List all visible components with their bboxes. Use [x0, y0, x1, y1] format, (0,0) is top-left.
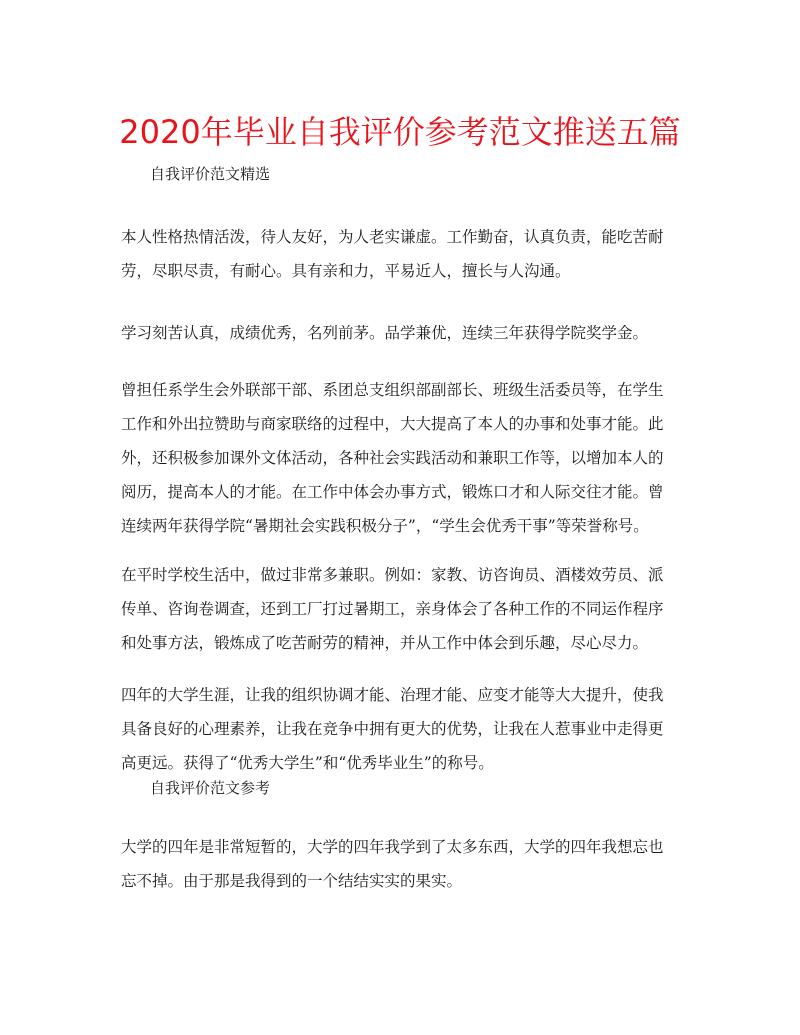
paragraph-line: 外，还积极参加课外文体活动，各种社会实践活动和兼职工作等，以增加本人的 — [121, 449, 664, 467]
paragraph-line: 工作和外出拉赞助与商家联络的过程中，大大提高了本人的办事和处事才能。此 — [121, 415, 664, 433]
paragraph-line: 连续两年获得学院“暑期社会实践积极分子”，“学生会优秀干事”等荣誉称号。 — [121, 517, 649, 535]
paragraph-line: 本人性格热情活泼，待人友好，为人老实谦虚。工作勤奋，认真负责，能吃苦耐 — [121, 228, 664, 246]
paragraph-line: 在平时学校生活中，做过非常多兼职。例如：家教、访咨询员、酒楼效劳员、派 — [121, 566, 664, 584]
paragraph-student-work — [121, 373, 681, 543]
section-heading-reference-samples: 自我评价范文参考 — [150, 779, 271, 797]
paragraph-personality — [121, 220, 681, 288]
paragraph-line: 学习刻苦认真，成绩优秀，名列前茅。品学兼优，连续三年获得学院奖学金。 — [121, 324, 649, 342]
paragraph-line: 四年的大学生涯，让我的组织协调才能、治理才能、应变才能等大大提升，使我 — [121, 686, 664, 704]
paragraph-line: 具备良好的心理素养，让我在竞争中拥有更大的优势，让我在人惹事业中走得更 — [121, 720, 664, 738]
paragraph-line: 高更远。获得了“优秀大学生”和“优秀毕业生”的称号。 — [121, 754, 494, 772]
paragraph-line: 曾担任系学生会外联部干部、系团总支组织部副部长、班级生活委员等，在学生 — [121, 381, 664, 399]
paragraph-line: 和处事方法，锻炼成了吃苦耐劳的精神，并从工作中体会到乐趣，尽心尽力。 — [121, 634, 649, 652]
paragraph-part-time-jobs — [121, 558, 681, 660]
paragraph-four-years — [121, 678, 681, 780]
paragraph-line: 忘不掉。由于那是我得到的一个结结实实的果实。 — [121, 872, 463, 890]
paragraph-line: 阅历，提高本人的才能。在工作中体会办事方式，锻炼口才和人际交往才能。曾 — [121, 483, 664, 501]
paragraph-study — [121, 316, 681, 350]
document-title: 2020年毕业自我评价参考范文推送五篇 — [119, 113, 681, 151]
section-heading-selected-samples: 自我评价范文精选 — [150, 165, 271, 183]
paragraph-line: 大学的四年是非常短暂的，大学的四年我学到了太多东西，大学的四年我想忘也 — [121, 838, 664, 856]
paragraph-university-years — [121, 830, 681, 898]
paragraph-line: 劳，尽职尽责，有耐心。具有亲和力，平易近人，擅长与人沟通。 — [121, 262, 571, 280]
paragraph-line: 传单、咨询卷调查，还到工厂打过暑期工，亲身体会了各种工作的不同运作程序 — [121, 600, 664, 618]
